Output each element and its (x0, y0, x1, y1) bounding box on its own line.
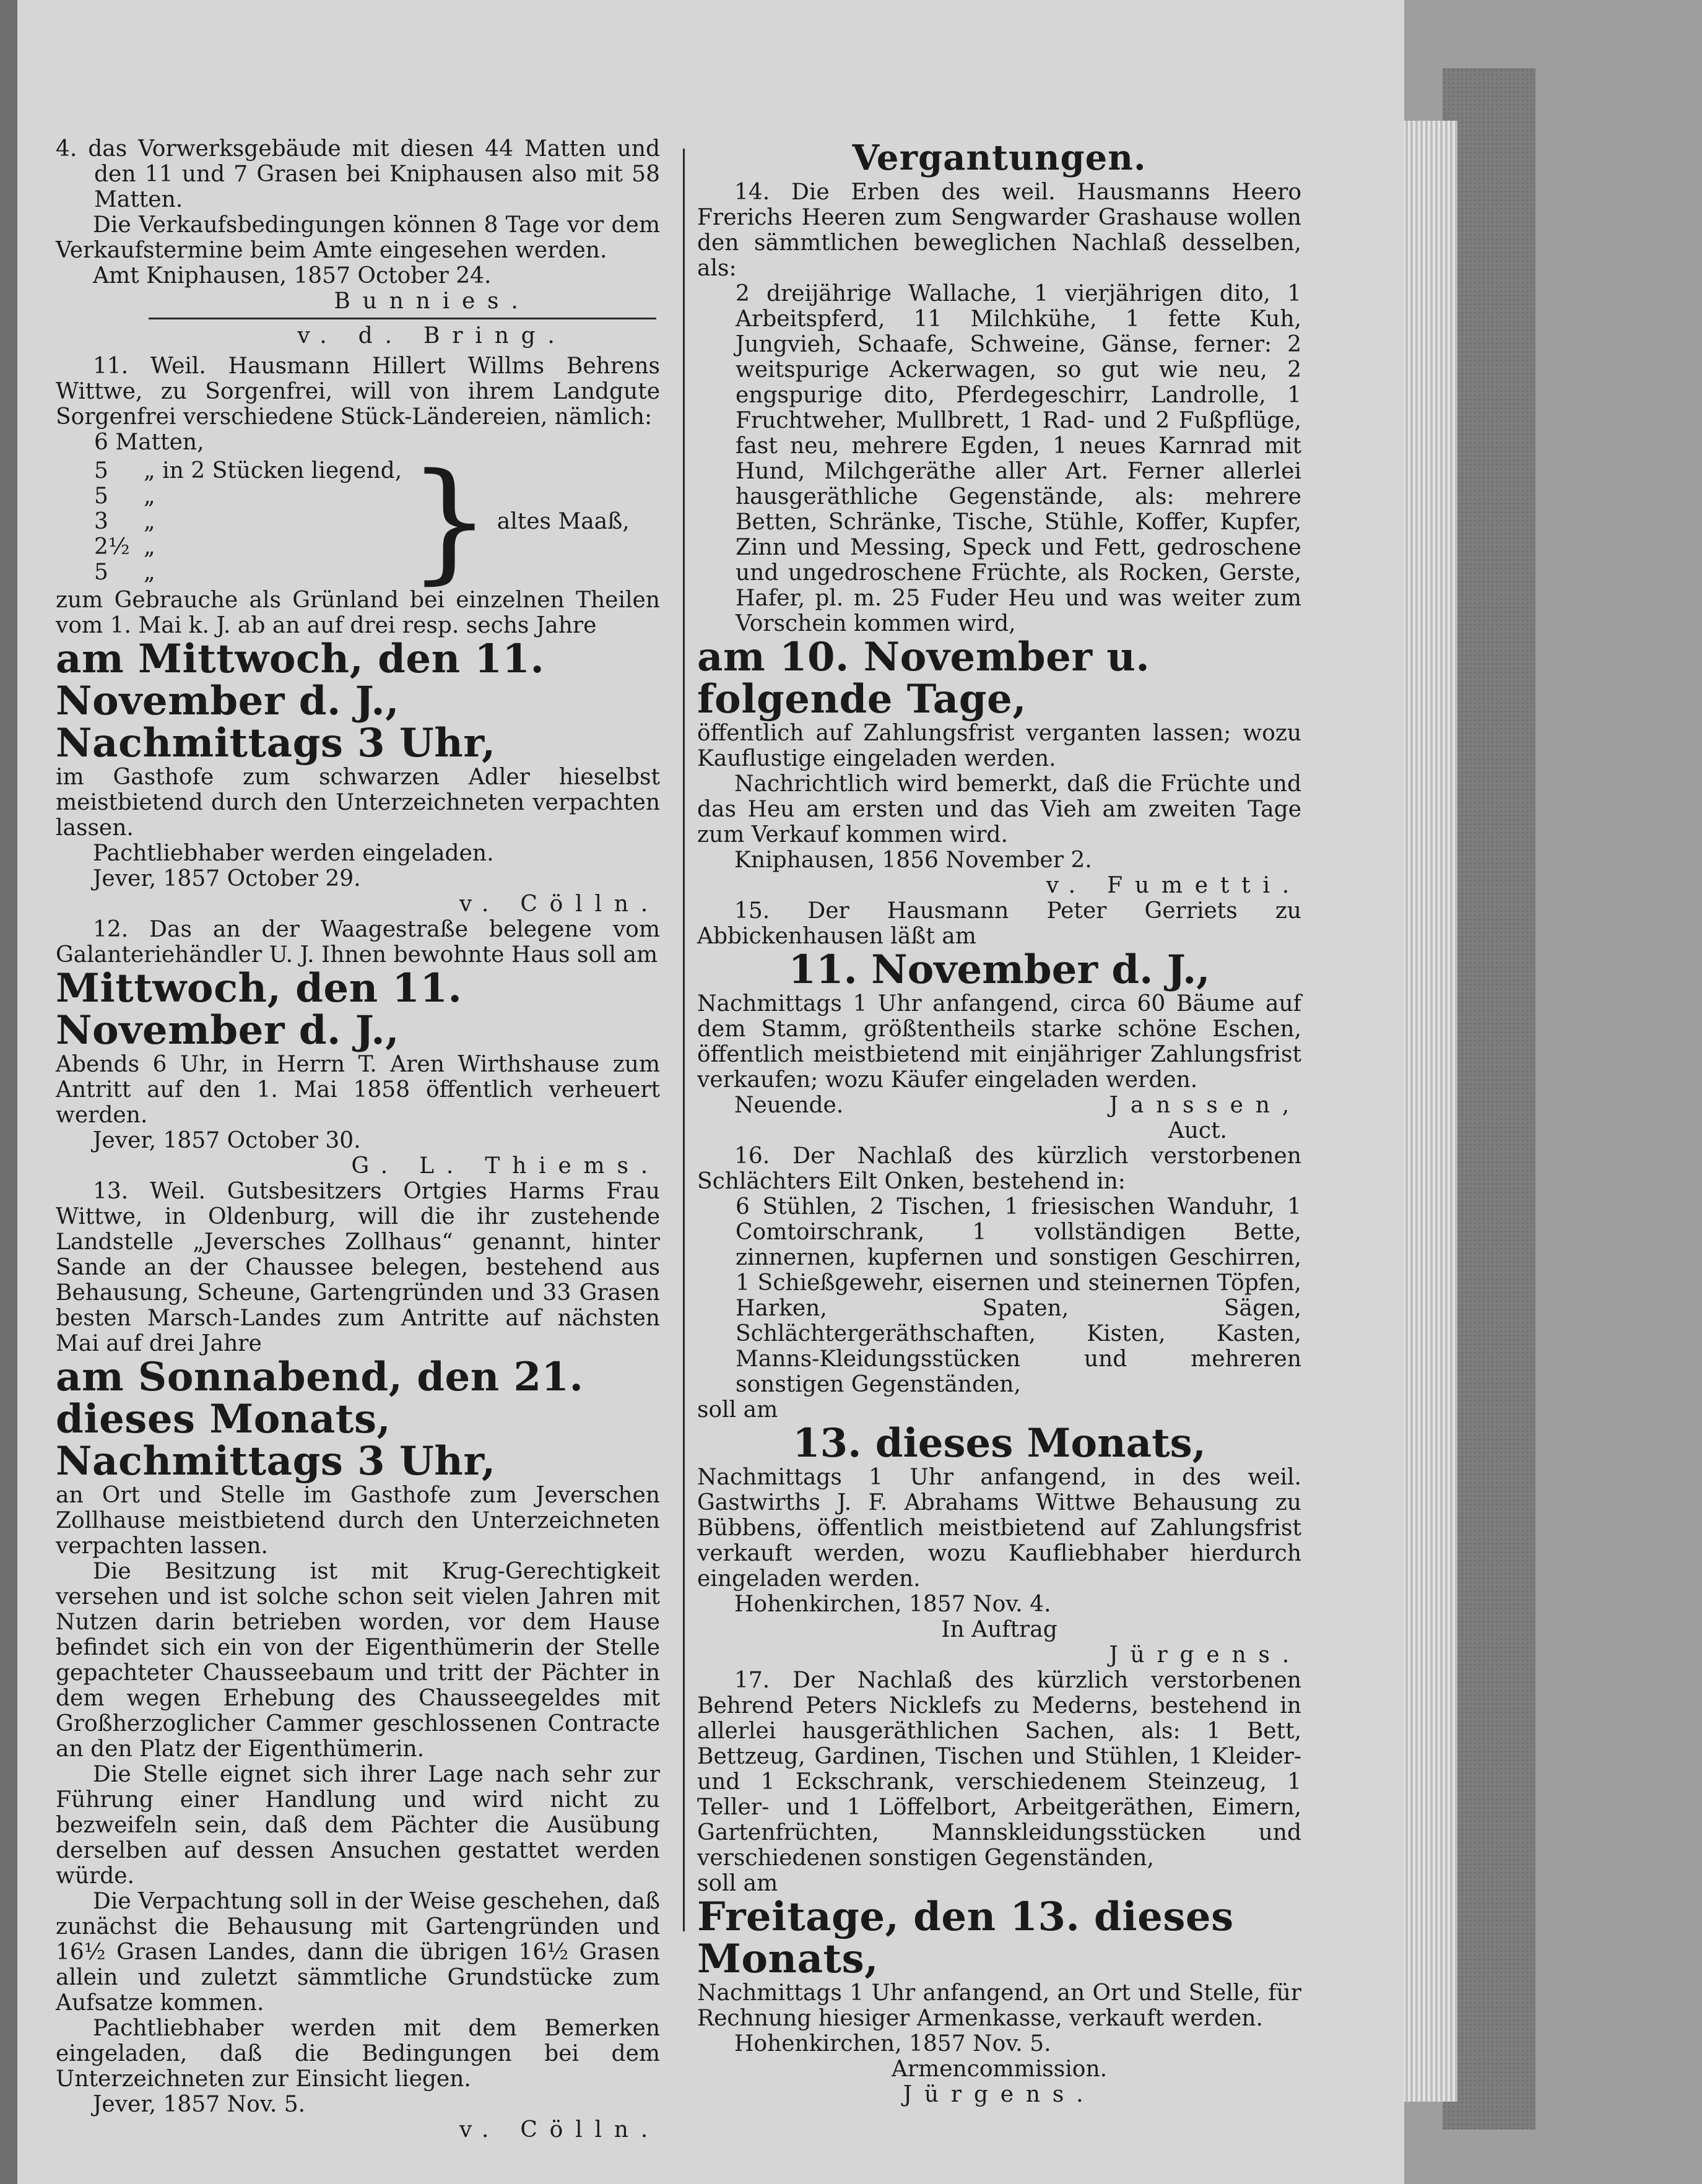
list-item: 5 „ in 2 Stücken liegend, (94, 457, 402, 483)
section-rule (149, 318, 656, 319)
item-17-text: 17. Der Nachlaß des kürzlich verstorbenen Behrend Peters Nicklefs zu Mederns, bestehend in allerlei hausgeräthlichen Sachen, als: 1 Bett, Bettzeug, Gardinen, Tischen und Stühlen, 1 Kleider- und 1 Eckschrank, verschiedenem Steinzeug, 1 Teller- und 1 Löffelbort, Arbeitgeräthen, Eimern, Gartenfrüchten, Mannskleidungsstücken und verschiedenen sonstigen Gegenständen, (697, 1668, 1301, 1871)
item-4-text: 4. das Vorwerksgebäude mit diesen 44 Matten und den 11 und 7 Grasen bei Kniphausen also mit 58 Matten. (56, 136, 660, 212)
item-14-terms: öffentlich auf Zahlungsfrist verganten lassen; wozu Kauflustige eingeladen werden. (697, 721, 1301, 771)
item-13-text: 13. Weil. Gutsbesitzers Ortgies Harms Frau Wittwe, in Oldenburg, will die ihr zustehende Landstelle „Jeversches Zollhaus“ genannt, hinter Sande an der Chaussee belegen, bestehend aus Behausung, Scheune, Gartengründen und 33 Grasen besten Marsch-Landes zum Antritte auf nächsten Mai auf drei Jahre (56, 1179, 660, 1356)
item-4-signature-2: v. d. Bring. (297, 323, 567, 349)
item-11-place-date: Jever, 1857 October 29. (93, 866, 361, 891)
item-16-text: 16. Der Nachlaß des kürzlich verstorbenen Schlächters Eilt Onken, bestehend in: (697, 1143, 1301, 1194)
item-13-signature: v. Cölln. (459, 2117, 660, 2143)
brace-glyph: } (408, 445, 491, 597)
item-14-place-date: Kniphausen, 1856 November 2. (734, 847, 1092, 873)
item-13-location: an Ort und Stelle im Gasthofe zum Jeverschen Zollhause meistbietend durch den Unterzeichneten verpachten lassen. (56, 1483, 660, 1559)
item-11-invitation: Pachtliebhaber werden eingeladen. (93, 841, 494, 866)
item-14-signature: v. Fumetti. (1046, 873, 1301, 898)
item-11-text: 11. Weil. Hausmann Hillert Willms Behrens Wittwe, zu Sorgenfrei, will von ihrem Landgute Sorgenfrei verschiedene Stück-Ländereien, nämlich: (56, 353, 660, 430)
item-16-date: 13. dieses Monats, (792, 1420, 1206, 1467)
item-11-list-first: 6 Matten, (94, 430, 204, 455)
item-13-date: am Sonnabend, den 21. dieses Monats, Nachmittags 3 Uhr, (56, 1354, 584, 1484)
item-17-date: Freitage, den 13. dieses Monats, (697, 1894, 1234, 1982)
item-14-list: 2 dreijährige Wallache, 1 vierjährigen dito, 1 Arbeitspferd, 11 Milchkühe, 1 fette Kuh, Jungvieh, Schaafe, Schweine, Gänse, ferner: 2 weitspurige Ackerwagen, so gut wie neu, 2 engspurige dito, Pferdegeschirr, Landrolle, 1 Fruchtweher, Mullbrett, 1 Rad- und 2 Fußpflüge, fast neu, mehrere Egden, 1 neues Karnrad mit Hund, Milchgeräthe aller Art. Ferner allerlei hausgeräthliche Gegenstände, als: mehrere Betten, Schränke, Tische, Stühle, Koffer, Kupfer, Zinn und Messing, Speck und Fett, gedroschene und ungedroschene Früchte, als Rocken, Gerste, Hafer, pl. m. 25 Fuder Heu und was weiter zum Vorschein kommen wird, (736, 281, 1301, 636)
item-4-conditions: Die Verkaufsbedingungen können 8 Tage vor dem Verkaufstermine beim Amte eingesehen werden. (56, 212, 660, 263)
item-11-signature: v. Cölln. (459, 891, 660, 917)
item-11-location: im Gasthofe zum schwarzen Adler hieselbst meistbietend durch den Unterzeichneten verpachten lassen. (56, 765, 660, 841)
item-11-list (94, 445, 660, 597)
item-16-place-date: Hohenkirchen, 1857 Nov. 4. (734, 1592, 1051, 1617)
item-15-place: Neuende. (734, 1093, 844, 1118)
item-15-signature-row (697, 1093, 1301, 1118)
list-item: 5 „ (94, 559, 155, 585)
item-13-procedure: Die Verpachtung soll in der Weise geschehen, daß zunächst die Behausung mit Gartengründen und 16½ Grasen Landes, dann die übrigen 16½ Grasen allein und zuletzt sämmtliche Grundstücke zum Aufsatze kommen. (56, 1889, 660, 2016)
item-13-invitation: Pachtliebhaber werden mit dem Bemerken eingeladen, daß die Bedingungen bei dem Unterzeichneten zur Einsicht liegen. (56, 2016, 660, 2092)
right-column (697, 136, 1301, 2107)
item-16-commission: In Auftrag (941, 1617, 1057, 1642)
item-15-date: 11. November d. J., (788, 947, 1210, 993)
item-17-soll: soll am (697, 1871, 778, 1896)
item-4-place-date: Amt Kniphausen, 1857 October 24. (93, 263, 492, 288)
section-heading: Vergantungen. (852, 137, 1147, 178)
item-16-signature: Jürgens. (1109, 1642, 1301, 1668)
item-4-signature: Bunnies. (334, 288, 531, 314)
item-11-brace-label: altes Maaß, (497, 508, 630, 534)
item-17-details: Nachmittags 1 Uhr anfangend, an Ort und Stelle, für Rechnung hiesiger Armenkasse, verkauft werden. (697, 1980, 1301, 2031)
item-12-place-date: Jever, 1857 October 30. (93, 1128, 361, 1153)
item-15-title: Auct. (1168, 1118, 1227, 1143)
item-14-note: Nachrichtlich wird bemerkt, daß die Früchte und das Heu am ersten und das Vieh am zweiten Tage zum Verkauf kommen wird. (697, 771, 1301, 847)
item-17-commission: Armencommission. (891, 2056, 1108, 2082)
item-16-list: 6 Stühlen, 2 Tischen, 1 friesischen Wanduhr, 1 Comtoirschrank, 1 vollständigen Bette, zinnernen, kupfernen und sonstigen Geschirren, 1 Schießgewehr, eisernen und steinernen Töpfen, Harken, Spaten, Sägen, Schlächtergeräthschaften, Kisten, Kasten, Manns-Kleidungsstücken und mehreren sonstigen Gegenständen, (736, 1194, 1301, 1397)
list-item: 5 „ (94, 483, 155, 509)
column-divider (683, 149, 685, 1931)
left-column (56, 136, 660, 2143)
item-14-text: 14. Die Erben des weil. Hausmanns Heero Frerichs Heeren zum Sengwarder Grashause wollen den sämmtlichen beweglichen Nachlaß desselben, als: (697, 180, 1301, 281)
item-16-soll: soll am (697, 1397, 778, 1423)
document-page (17, 0, 1404, 2184)
item-13-place-date: Jever, 1857 Nov. 5. (93, 2092, 306, 2117)
item-12-signature: G. L. Thiems. (351, 1153, 660, 1179)
item-12-date: Mittwoch, den 11. November d. J., (56, 965, 462, 1054)
item-15-signature: Janssen, (1109, 1093, 1301, 1118)
item-17-signature: Jürgens. (903, 2082, 1096, 2107)
item-12-details: Abends 6 Uhr, in Herrn T. Aren Wirthshause zum Antritt auf den 1. Mai 1858 öffentlich verheuert werden. (56, 1052, 660, 1128)
page-stack-edges (1400, 121, 1457, 2102)
item-16-details: Nachmittags 1 Uhr anfangend, in des weil. Gastwirths J. F. Abrahams Wittwe Behausung zu Bübbens, öffentlich meistbietend auf Zahlungsfrist verkauft werden, wozu Kaufliebhaber hierdurch eingeladen werden. (697, 1465, 1301, 1592)
item-14-date: am 10. November u. folgende Tage, (697, 634, 1150, 722)
list-item: 3 „ (94, 508, 155, 534)
item-11-date: am Mittwoch, den 11. November d. J., Nachmittags 3 Uhr, (56, 636, 545, 766)
item-12-text: 12. Das an der Waagestraße belegene vom Galanteriehändler U. J. Ihnen bewohnte Haus soll am (56, 917, 660, 968)
list-item: 2½ „ (94, 534, 155, 560)
item-15-text: 15. Der Hausmann Peter Gerriets zu Abbickenhausen läßt am (697, 898, 1301, 949)
item-13-property: Die Besitzung ist mit Krug-Gerechtigkeit versehen und ist solche schon seit vielen Jahren mit Nutzen darin betrieben worden, vor dem Hause befindet sich ein von der Eigenthümerin der Stelle gepachteter Chausseebaum und tritt der Pächter in dem wegen Erhebung des Chausseegeldes mit Großherzoglicher Cammer geschlossenen Contracte an den Platz der Eigenthümerin. (56, 1559, 660, 1762)
item-17-place-date: Hohenkirchen, 1857 Nov. 5. (734, 2031, 1051, 2056)
item-11-usage: zum Gebrauche als Grünland bei einzelnen Theilen vom 1. Mai k. J. ab an auf drei resp. sechs Jahre (56, 587, 660, 638)
item-11-list-rows (94, 458, 402, 585)
item-13-suitability: Die Stelle eignet sich ihrer Lage nach sehr zur Führung einer Handlung und wird nicht zu bezweifeln sein, daß dem Pächter die Ausübung derselben auf dessen Ansuchen gestattet werden würde. (56, 1762, 660, 1889)
item-15-details: Nachmittags 1 Uhr anfangend, circa 60 Bäume auf dem Stamm, größtentheils starke schöne Eschen, öffentlich meistbietend mit einjähriger Zahlungsfrist verkaufen; wozu Käufer eingeladen werden. (697, 991, 1301, 1093)
